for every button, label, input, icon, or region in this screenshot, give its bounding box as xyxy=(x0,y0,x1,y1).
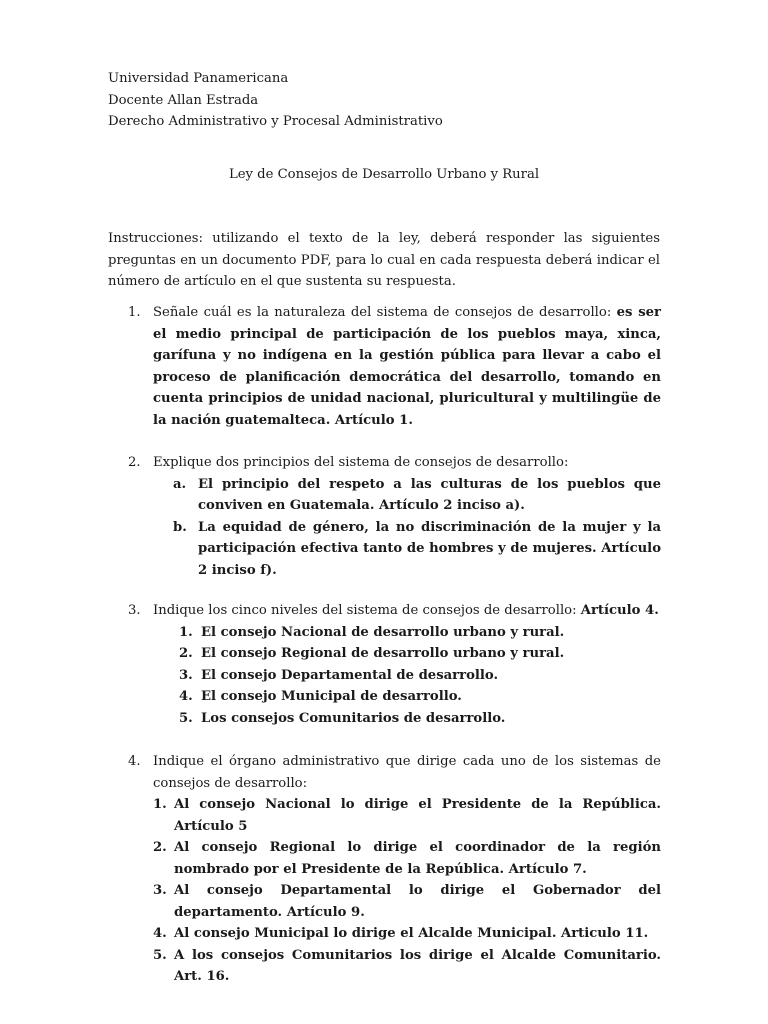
question-body xyxy=(153,751,661,988)
answer-item xyxy=(153,945,661,988)
answer-item xyxy=(179,622,661,644)
answer-text: Los consejos Comunitarios de desarrollo. xyxy=(201,710,506,726)
article-reference: Artículo 4. xyxy=(580,603,659,618)
answer-item xyxy=(173,517,661,582)
question-text: Explique dos principios del sistema de consejos de desarrollo: xyxy=(153,455,569,470)
answer-text: Al consejo Nacional lo dirige el Presidente de la República. Artículo 5 xyxy=(174,797,661,834)
answer-marker: 2. xyxy=(179,646,193,661)
answer-item xyxy=(153,837,661,880)
answer-text: Al consejo Regional lo dirige el coordinador de la región nombrado por el Presidente de la República. Artículo 7. xyxy=(174,840,661,877)
question-3 xyxy=(108,600,661,729)
question-body xyxy=(153,452,661,581)
question-2 xyxy=(108,452,661,581)
teacher-name: Docente Allan Estrada xyxy=(108,93,259,108)
question-text: Indique los cinco niveles del sistema de consejos de desarrollo: xyxy=(153,603,581,618)
answer-text: es ser el medio principal de participación de los pueblos maya, xinca, garífuna y no indígena en la gestión pública para llevar a cabo el proceso de planificación democrática del desarrollo, tomando en cuenta principios de unidad nacional, pluricultural y multilingüe de la nación guatemalteca. Artículo 1. xyxy=(153,305,662,428)
answer-item xyxy=(153,794,661,837)
instructions-paragraph: Instrucciones: utilizando el texto de la ley, deberá responder las siguientes preguntas en un documento PDF, para lo cual en cada respuesta deberá indicar el número de artículo en el que sustenta su respuesta. xyxy=(108,231,660,289)
answer-item xyxy=(153,880,661,923)
answer-item xyxy=(179,686,661,708)
answer-text: A los consejos Comunitarios los dirige el Alcalde Comunitario. Art. 16. xyxy=(174,947,661,984)
question-body xyxy=(153,600,661,729)
answer-marker: 3. xyxy=(153,883,167,898)
answer-text: El consejo Regional de desarrollo urbano y rural. xyxy=(201,646,565,661)
answer-marker: 4. xyxy=(153,926,167,941)
answer-item xyxy=(179,665,661,687)
answer-text: El principio del respeto a las culturas de los pueblos que conviven en Guatemala. Artículo 2 inciso a). xyxy=(198,476,661,513)
answer-marker: 2. xyxy=(153,840,167,855)
question-text: Señale cuál es la naturaleza del sistema de consejos de desarrollo: xyxy=(153,305,617,320)
answer-marker: 1. xyxy=(179,624,193,640)
question-number: 3. xyxy=(128,603,141,618)
answer-marker: 5. xyxy=(153,947,167,963)
course-name: Derecho Administrativo y Procesal Administrativo xyxy=(108,114,443,129)
question-1 xyxy=(108,302,661,431)
answer-marker: 4. xyxy=(179,689,193,704)
answer-text: La equidad de género, la no discriminación de la mujer y la participación efectiva tanto de hombres y de mujeres. Artículo 2 inciso f). xyxy=(198,519,661,578)
answer-item xyxy=(153,923,661,945)
answer-text: El consejo Municipal de desarrollo. xyxy=(201,689,462,704)
question-number: 2. xyxy=(128,455,141,470)
answer-marker: b. xyxy=(173,519,187,535)
question-text: Indique el órgano administrativo que dirige cada uno de los sistemas de consejos de desarrollo: xyxy=(153,754,661,791)
answer-item xyxy=(179,643,661,665)
question-number: 1. xyxy=(128,305,141,320)
answer-text: El consejo Nacional de desarrollo urbano y rural. xyxy=(201,624,565,640)
answer-text: El consejo Departamental de desarrollo. xyxy=(201,667,499,683)
answer-marker: 1. xyxy=(153,797,167,812)
answer-marker: a. xyxy=(173,476,187,492)
answer-item xyxy=(179,708,661,730)
answer-text: Al consejo Municipal lo dirige el Alcalde Municipal. Articulo 11. xyxy=(174,926,649,941)
document-title: Ley de Consejos de Desarrollo Urbano y Rural xyxy=(228,167,540,182)
answer-marker: 3. xyxy=(179,667,193,683)
answer-text: Al consejo Departamental lo dirige el Gobernador del departamento. Artículo 9. xyxy=(174,883,661,920)
question-number: 4. xyxy=(128,754,141,769)
answer-marker: 5. xyxy=(179,710,193,726)
answer-item xyxy=(173,474,661,517)
university-name: Universidad Panamericana xyxy=(108,71,289,86)
question-4 xyxy=(108,751,661,988)
question-body xyxy=(153,302,661,431)
